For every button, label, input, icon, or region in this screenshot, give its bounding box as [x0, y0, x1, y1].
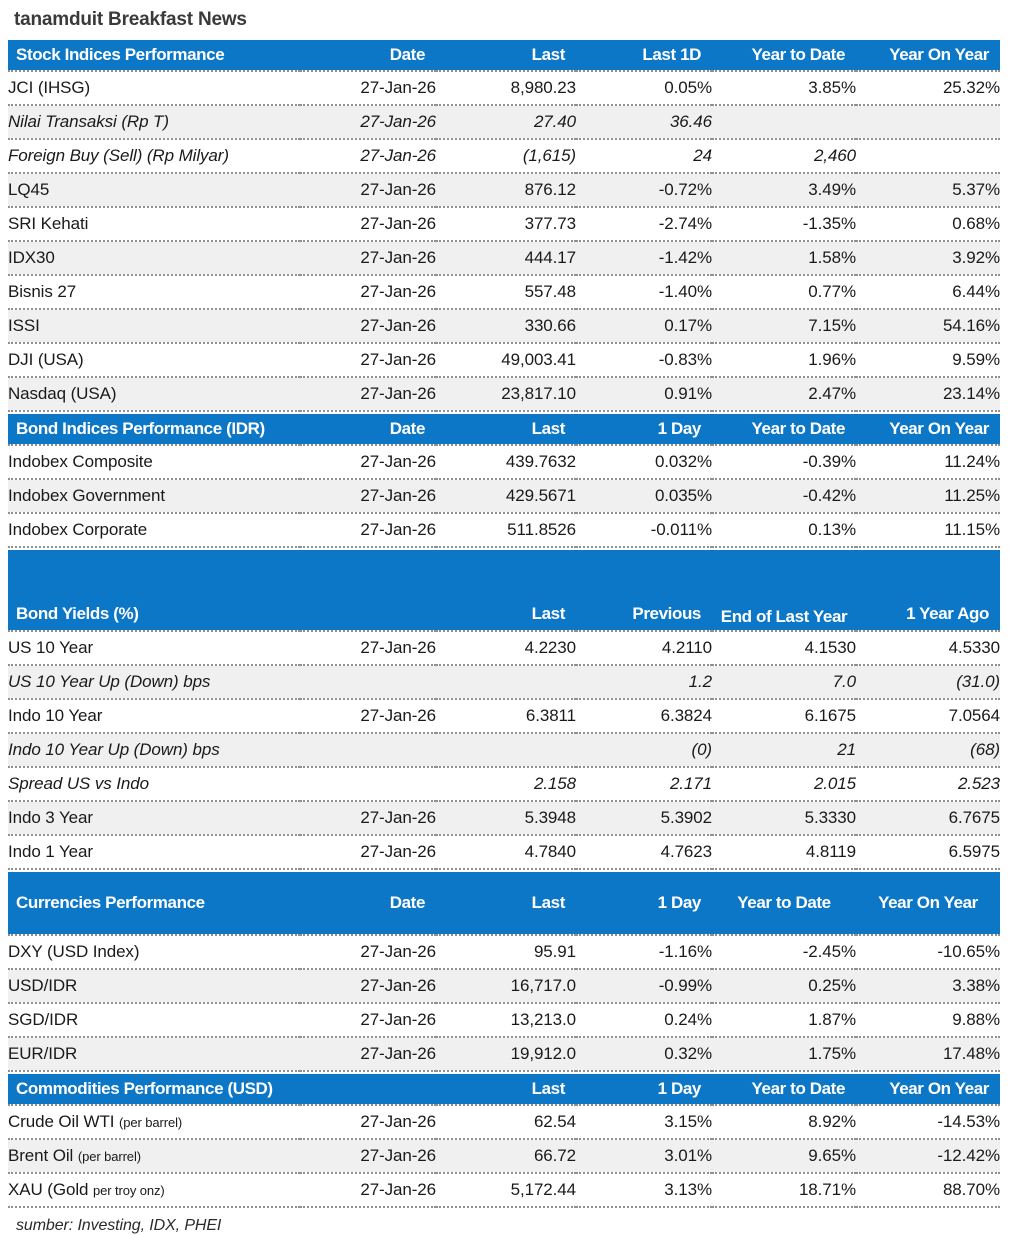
row-date: 27-Jan-26	[300, 377, 436, 411]
row-change-1d: -1.42%	[576, 241, 712, 275]
row-yoy: 25.32%	[856, 71, 1000, 105]
row-1-year-ago: 6.5975	[856, 835, 1000, 869]
table-row	[8, 631, 1000, 665]
row-change-1d: 0.91%	[576, 377, 712, 411]
row-change-1d: -0.83%	[576, 343, 712, 377]
row-ytd: -0.39%	[712, 445, 856, 479]
row-previous: 2.171	[576, 767, 712, 801]
column-header-yoy[interactable]: Year On Year	[856, 871, 1000, 935]
currencies-header-row	[8, 871, 1000, 935]
row-yoy: 9.59%	[856, 343, 1000, 377]
row-label: Spread US vs Indo	[8, 767, 300, 801]
column-header-ytd[interactable]: Year to Date	[712, 39, 856, 71]
row-last	[436, 733, 576, 767]
row-last: 16,717.0	[436, 969, 576, 1003]
table-row	[8, 343, 1000, 377]
row-date	[300, 767, 436, 801]
column-header-yoy[interactable]: Year On Year	[856, 1073, 1000, 1105]
row-label: Bisnis 27	[8, 275, 300, 309]
row-ytd: 0.77%	[712, 275, 856, 309]
row-date: 27-Jan-26	[300, 631, 436, 665]
table-row	[8, 71, 1000, 105]
row-yoy: 88.70%	[856, 1173, 1000, 1207]
row-yoy: 23.14%	[856, 377, 1000, 411]
row-yoy: -14.53%	[856, 1105, 1000, 1139]
row-last	[436, 665, 576, 699]
row-ytd: 0.13%	[712, 513, 856, 547]
row-change-1d: 0.32%	[576, 1037, 712, 1071]
row-label: Nasdaq (USA)	[8, 377, 300, 411]
bond-yields-header-row	[8, 549, 1000, 631]
row-label-qualifier: per troy onz)	[92, 1183, 165, 1198]
row-ytd: 0.25%	[712, 969, 856, 1003]
table-row	[8, 665, 1000, 699]
row-change-1d: -1.40%	[576, 275, 712, 309]
row-change-1d: 36.46	[576, 105, 712, 139]
row-last: 444.17	[436, 241, 576, 275]
table-row	[8, 513, 1000, 547]
row-change-1d: 3.01%	[576, 1139, 712, 1173]
row-last: 429.5671	[436, 479, 576, 513]
row-last: 5.3948	[436, 801, 576, 835]
row-label: USD/IDR	[8, 969, 300, 1003]
table-row	[8, 173, 1000, 207]
column-header-last[interactable]: Last	[436, 871, 576, 935]
row-1-year-ago: 6.7675	[856, 801, 1000, 835]
row-end-of-last-year: 4.1530	[712, 631, 856, 665]
row-change-1d: 3.13%	[576, 1173, 712, 1207]
row-date: 27-Jan-26	[300, 207, 436, 241]
row-label: Indo 1 Year	[8, 835, 300, 869]
row-label: DJI (USA)	[8, 343, 300, 377]
row-last: 377.73	[436, 207, 576, 241]
row-ytd: -0.42%	[712, 479, 856, 513]
row-change-1d: -0.011%	[576, 513, 712, 547]
row-yoy: 11.25%	[856, 479, 1000, 513]
commodities-title: Commodities Performance (USD)	[8, 1073, 300, 1105]
column-header-blank	[300, 549, 436, 631]
row-date	[300, 665, 436, 699]
row-change-1d: 0.17%	[576, 309, 712, 343]
row-label: Foreign Buy (Sell) (Rp Milyar)	[8, 139, 300, 173]
row-label-main: Brent Oil	[8, 1146, 74, 1165]
row-yoy	[856, 105, 1000, 139]
column-header-1-day[interactable]: 1 Day	[576, 871, 712, 935]
column-header-blank	[300, 1073, 436, 1105]
row-date: 27-Jan-26	[300, 1173, 436, 1207]
row-yoy: 3.92%	[856, 241, 1000, 275]
row-change-1d: 0.24%	[576, 1003, 712, 1037]
row-last: 27.40	[436, 105, 576, 139]
row-ytd: 3.49%	[712, 173, 856, 207]
row-ytd: 2,460	[712, 139, 856, 173]
row-date: 27-Jan-26	[300, 445, 436, 479]
row-yoy: -12.42%	[856, 1139, 1000, 1173]
row-ytd: 9.65%	[712, 1139, 856, 1173]
column-header-1-year-ago[interactable]: 1 Year Ago	[856, 549, 1000, 631]
table-row	[8, 699, 1000, 733]
row-label: Indobex Government	[8, 479, 300, 513]
column-header-date[interactable]: Date	[300, 39, 436, 71]
bond-yields-title: Bond Yields (%)	[8, 549, 300, 631]
column-header-ytd[interactable]: Year to Date	[712, 871, 856, 935]
row-label: SRI Kehati	[8, 207, 300, 241]
row-yoy: 11.15%	[856, 513, 1000, 547]
row-end-of-last-year: 4.8119	[712, 835, 856, 869]
row-ytd: 2.47%	[712, 377, 856, 411]
row-last: 4.2230	[436, 631, 576, 665]
table-row	[8, 445, 1000, 479]
currencies-title: Currencies Performance	[8, 871, 300, 935]
row-label: Indobex Corporate	[8, 513, 300, 547]
column-header-ytd[interactable]: Year to Date	[712, 1073, 856, 1105]
row-previous: 5.3902	[576, 801, 712, 835]
table-row	[8, 377, 1000, 411]
row-date: 27-Jan-26	[300, 513, 436, 547]
row-label: Indo 3 Year	[8, 801, 300, 835]
row-yoy: 17.48%	[856, 1037, 1000, 1071]
row-last: 6.3811	[436, 699, 576, 733]
row-change-1d: 0.032%	[576, 445, 712, 479]
row-label	[8, 1173, 300, 1207]
table-row	[8, 969, 1000, 1003]
row-label: ISSI	[8, 309, 300, 343]
page-title: tanamduit Breakfast News	[14, 9, 247, 30]
row-date: 27-Jan-26	[300, 241, 436, 275]
table-row	[8, 309, 1000, 343]
row-date: 27-Jan-26	[300, 1139, 436, 1173]
row-1-year-ago: 2.523	[856, 767, 1000, 801]
row-ytd: 1.75%	[712, 1037, 856, 1071]
bond-indices-header-row	[8, 413, 1000, 445]
table-row	[8, 105, 1000, 139]
row-date: 27-Jan-26	[300, 835, 436, 869]
row-change-1d: 24	[576, 139, 712, 173]
row-previous: (0)	[576, 733, 712, 767]
row-date: 27-Jan-26	[300, 71, 436, 105]
bond-indices-table	[8, 412, 1000, 548]
currencies-table	[8, 870, 1000, 1072]
row-label	[8, 1105, 300, 1139]
row-last: 66.72	[436, 1139, 576, 1173]
table-row	[8, 1173, 1000, 1207]
row-last: 19,912.0	[436, 1037, 576, 1071]
row-last: 5,172.44	[436, 1173, 576, 1207]
table-row	[8, 935, 1000, 969]
row-ytd: 8.92%	[712, 1105, 856, 1139]
bond-indices-title: Bond Indices Performance (IDR)	[8, 413, 300, 445]
table-row	[8, 733, 1000, 767]
row-change-1d: -1.16%	[576, 935, 712, 969]
row-label: Nilai Transaksi (Rp T)	[8, 105, 300, 139]
row-ytd: 1.58%	[712, 241, 856, 275]
column-header-previous[interactable]: Previous	[576, 549, 712, 631]
row-last: 13,213.0	[436, 1003, 576, 1037]
row-last: 511.8526	[436, 513, 576, 547]
row-label: SGD/IDR	[8, 1003, 300, 1037]
table-row	[8, 1105, 1000, 1139]
row-change-1d: 3.15%	[576, 1105, 712, 1139]
row-yoy: -10.65%	[856, 935, 1000, 969]
source-note: sumber: Investing, IDX, PHEI	[16, 1217, 222, 1234]
bond-yields-table	[8, 548, 1000, 870]
column-header-1-day[interactable]: 1 Day	[576, 1073, 712, 1105]
row-last: 8,980.23	[436, 71, 576, 105]
row-change-1d: -0.72%	[576, 173, 712, 207]
row-label: JCI (IHSG)	[8, 71, 300, 105]
table-row	[8, 801, 1000, 835]
table-row	[8, 207, 1000, 241]
column-header-yoy[interactable]: Year On Year	[856, 39, 1000, 71]
row-date: 27-Jan-26	[300, 1105, 436, 1139]
row-date: 27-Jan-26	[300, 275, 436, 309]
row-previous: 4.7623	[576, 835, 712, 869]
row-ytd: 1.96%	[712, 343, 856, 377]
column-header-last[interactable]: Last	[436, 39, 576, 71]
row-ytd: 18.71%	[712, 1173, 856, 1207]
row-ytd	[712, 105, 856, 139]
row-label-qualifier: (per barrel)	[119, 1115, 183, 1130]
column-header-date[interactable]: Date	[300, 871, 436, 935]
row-end-of-last-year: 2.015	[712, 767, 856, 801]
commodities-table	[8, 1072, 1000, 1208]
row-date: 27-Jan-26	[300, 969, 436, 1003]
row-last: 49,003.41	[436, 343, 576, 377]
row-last: 2.158	[436, 767, 576, 801]
row-label	[8, 1139, 300, 1173]
row-label-main: XAU (Gold	[8, 1180, 89, 1199]
row-label: EUR/IDR	[8, 1037, 300, 1071]
row-label-main: Crude Oil WTI	[8, 1112, 115, 1131]
row-yoy: 0.68%	[856, 207, 1000, 241]
row-last: 439.7632	[436, 445, 576, 479]
row-label: Indobex Composite	[8, 445, 300, 479]
column-header-end-of-last-year[interactable]: End of Last Year	[712, 549, 856, 631]
row-end-of-last-year: 7.0	[712, 665, 856, 699]
row-ytd: 1.87%	[712, 1003, 856, 1037]
column-header-yoy[interactable]: Year On Year	[856, 413, 1000, 445]
row-label: LQ45	[8, 173, 300, 207]
row-ytd: 3.85%	[712, 71, 856, 105]
column-header-1-day[interactable]: 1 Day	[576, 413, 712, 445]
column-header-last-1d[interactable]: Last 1D	[576, 39, 712, 71]
row-change-1d: -2.74%	[576, 207, 712, 241]
row-date	[300, 733, 436, 767]
row-1-year-ago: (68)	[856, 733, 1000, 767]
row-previous: 1.2	[576, 665, 712, 699]
column-header-date[interactable]: Date	[300, 413, 436, 445]
row-previous: 4.2110	[576, 631, 712, 665]
row-yoy	[856, 139, 1000, 173]
commodities-header-row	[8, 1073, 1000, 1105]
row-yoy: 6.44%	[856, 275, 1000, 309]
row-last: 95.91	[436, 935, 576, 969]
row-label: US 10 Year Up (Down) bps	[8, 665, 300, 699]
row-label: US 10 Year	[8, 631, 300, 665]
row-date: 27-Jan-26	[300, 309, 436, 343]
row-yoy: 54.16%	[856, 309, 1000, 343]
row-ytd: 7.15%	[712, 309, 856, 343]
row-1-year-ago: 7.0564	[856, 699, 1000, 733]
table-row	[8, 1139, 1000, 1173]
row-date: 27-Jan-26	[300, 343, 436, 377]
row-date: 27-Jan-26	[300, 173, 436, 207]
row-change-1d: -0.99%	[576, 969, 712, 1003]
row-1-year-ago: 4.5330	[856, 631, 1000, 665]
row-label: IDX30	[8, 241, 300, 275]
row-label-qualifier: (per barrel)	[77, 1149, 141, 1164]
row-yoy: 11.24%	[856, 445, 1000, 479]
row-date: 27-Jan-26	[300, 1037, 436, 1071]
row-last: 4.7840	[436, 835, 576, 869]
table-row	[8, 1037, 1000, 1071]
row-previous: 6.3824	[576, 699, 712, 733]
row-ytd: -1.35%	[712, 207, 856, 241]
row-date: 27-Jan-26	[300, 801, 436, 835]
row-last: (1,615)	[436, 139, 576, 173]
row-1-year-ago: (31.0)	[856, 665, 1000, 699]
row-last: 62.54	[436, 1105, 576, 1139]
stock-indices-table	[8, 38, 1000, 412]
row-last: 23,817.10	[436, 377, 576, 411]
row-yoy: 3.38%	[856, 969, 1000, 1003]
table-row	[8, 275, 1000, 309]
row-date: 27-Jan-26	[300, 105, 436, 139]
row-date: 27-Jan-26	[300, 479, 436, 513]
row-date: 27-Jan-26	[300, 699, 436, 733]
row-change-1d: 0.05%	[576, 71, 712, 105]
row-end-of-last-year: 6.1675	[712, 699, 856, 733]
row-date: 27-Jan-26	[300, 139, 436, 173]
table-row	[8, 1003, 1000, 1037]
column-header-last[interactable]: Last	[436, 549, 576, 631]
table-row	[8, 767, 1000, 801]
table-row	[8, 479, 1000, 513]
table-row	[8, 241, 1000, 275]
row-last: 876.12	[436, 173, 576, 207]
row-yoy: 5.37%	[856, 173, 1000, 207]
row-ytd: -2.45%	[712, 935, 856, 969]
row-date: 27-Jan-26	[300, 1003, 436, 1037]
stock-indices-title: Stock Indices Performance	[8, 39, 300, 71]
column-header-last[interactable]: Last	[436, 413, 576, 445]
row-end-of-last-year: 21	[712, 733, 856, 767]
column-header-last[interactable]: Last	[436, 1073, 576, 1105]
row-end-of-last-year: 5.3330	[712, 801, 856, 835]
row-last: 330.66	[436, 309, 576, 343]
row-label: Indo 10 Year	[8, 699, 300, 733]
stock-indices-header-row	[8, 39, 1000, 71]
row-label: Indo 10 Year Up (Down) bps	[8, 733, 300, 767]
row-date: 27-Jan-26	[300, 935, 436, 969]
row-yoy: 9.88%	[856, 1003, 1000, 1037]
row-last: 557.48	[436, 275, 576, 309]
row-change-1d: 0.035%	[576, 479, 712, 513]
row-label: DXY (USD Index)	[8, 935, 300, 969]
table-row	[8, 139, 1000, 173]
table-row	[8, 835, 1000, 869]
column-header-ytd[interactable]: Year to Date	[712, 413, 856, 445]
